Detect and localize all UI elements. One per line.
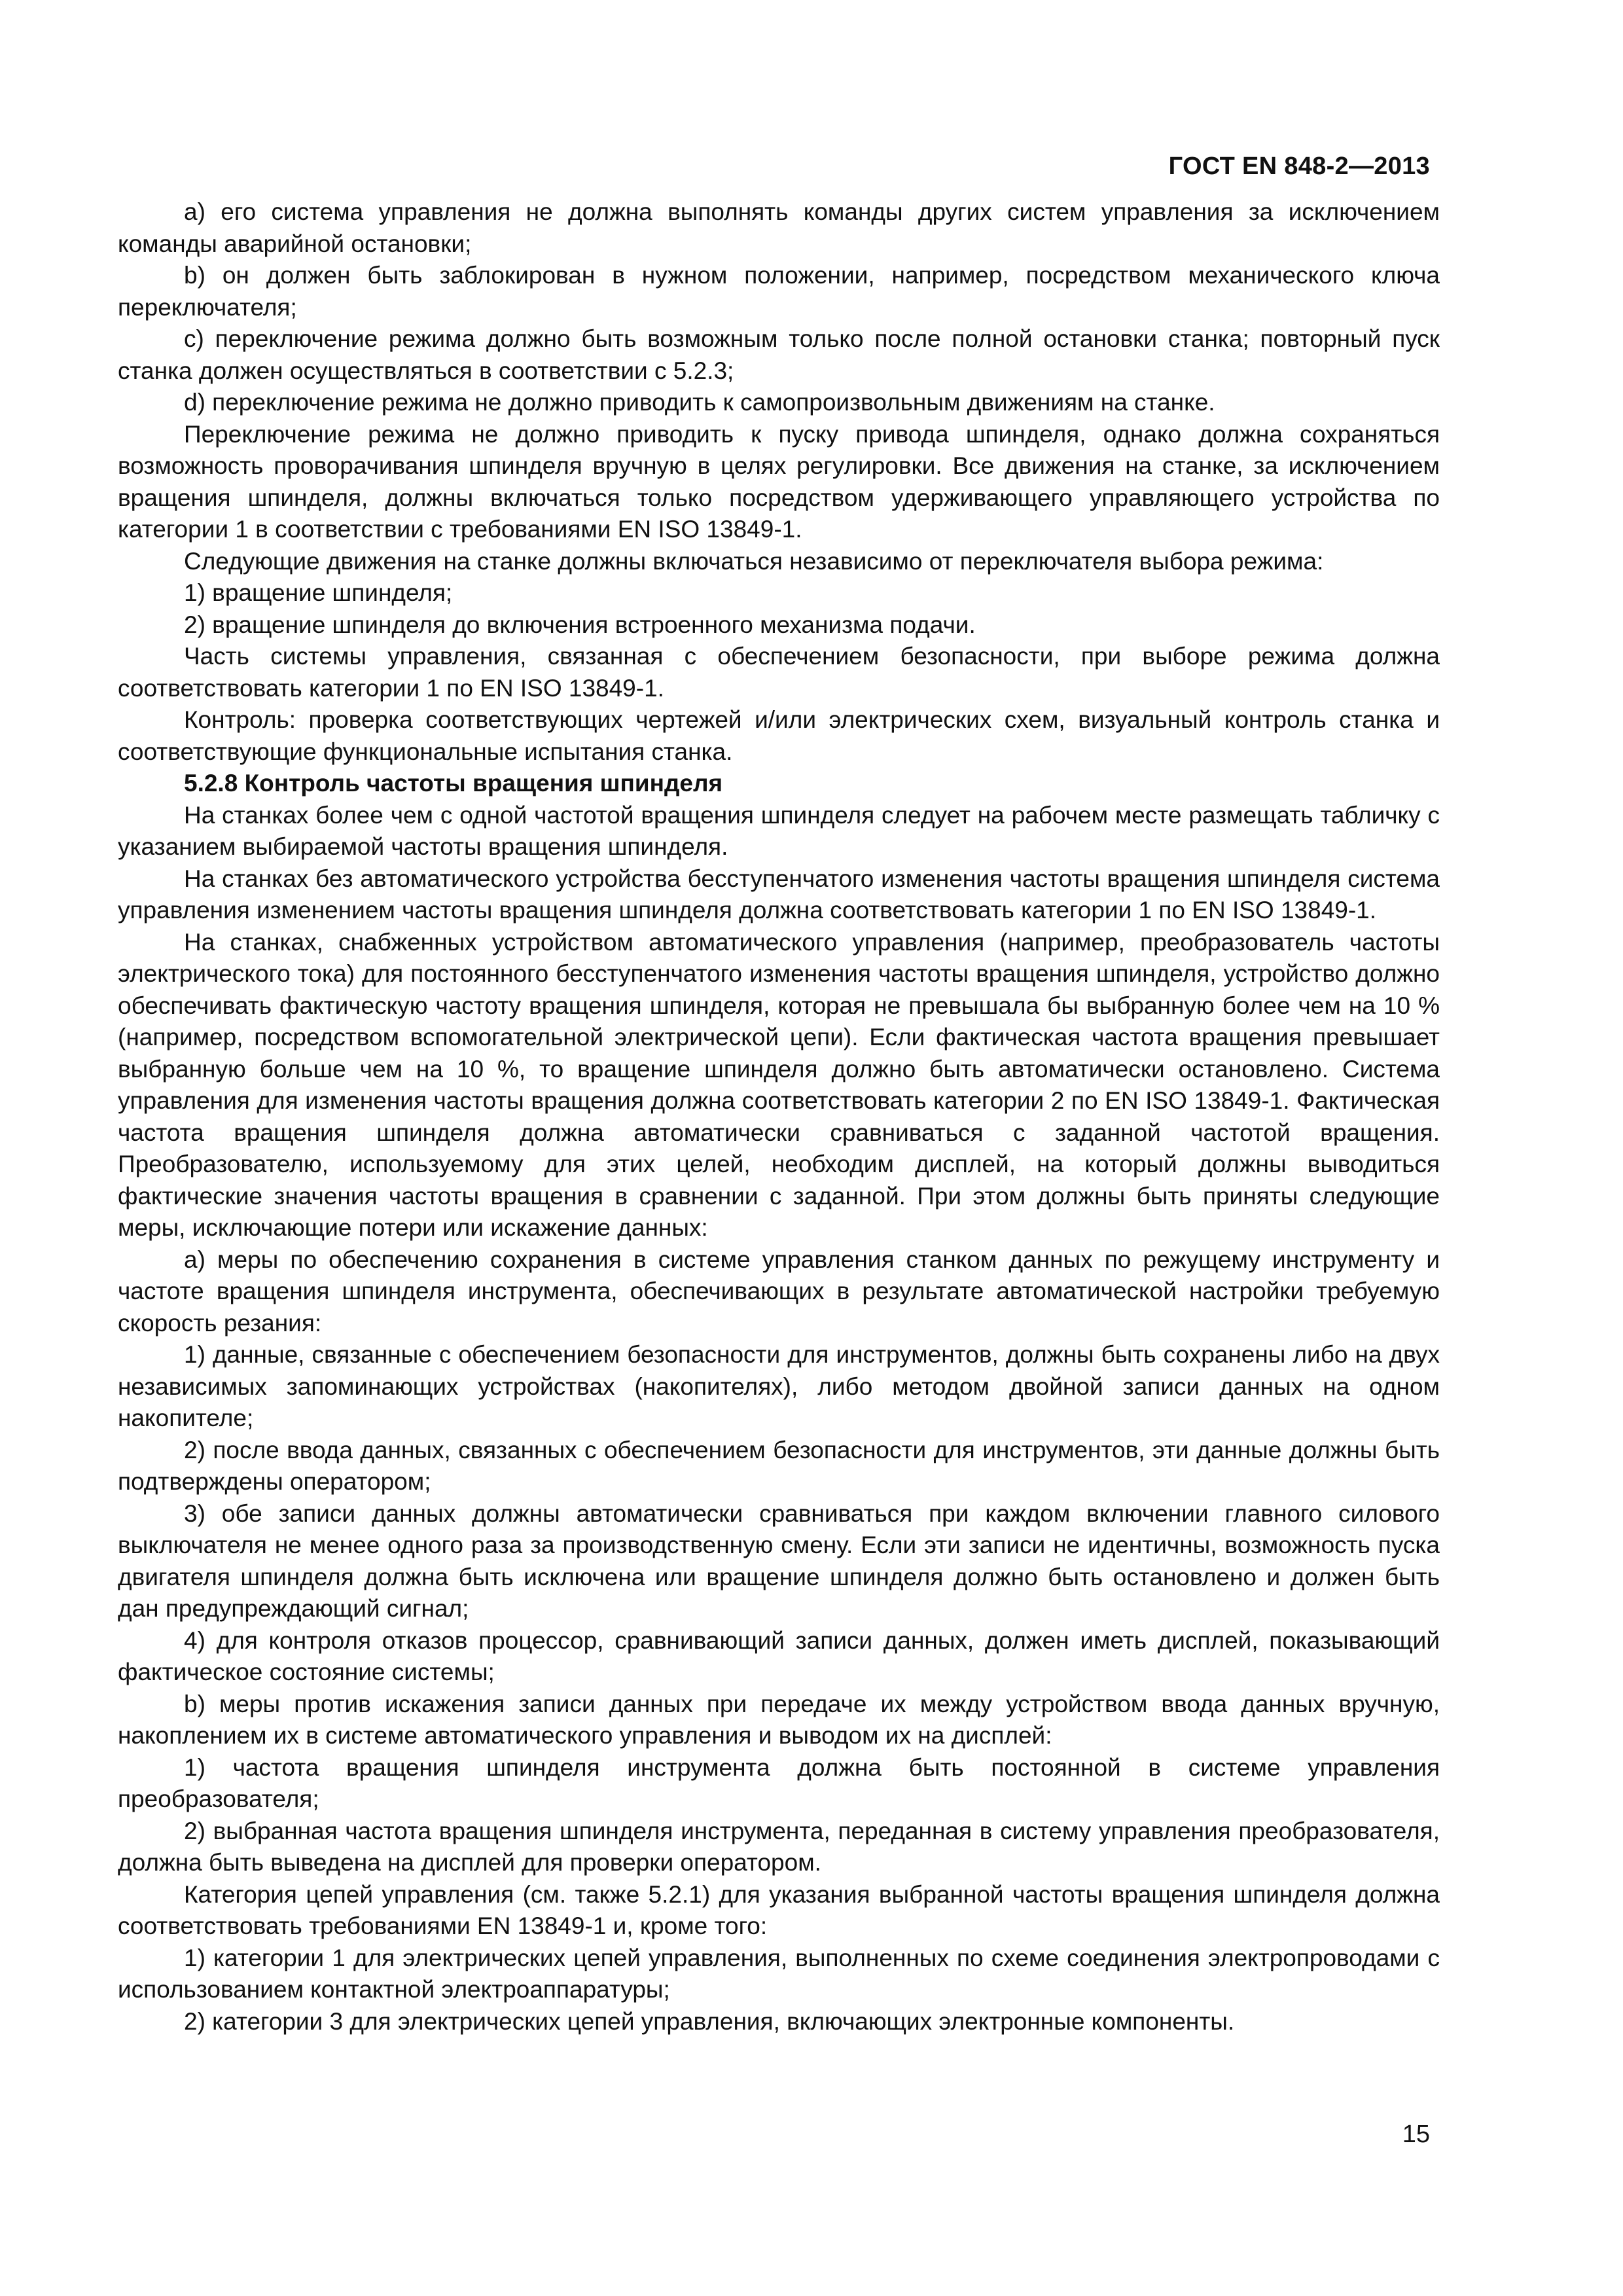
paragraph: b) меры против искажения записи данных при передаче их между устройством ввода данных вручную, накоплением их в системе автоматического управления и выводом их на дисплей: [118,1690,1440,1749]
paragraph: Контроль: проверка соответствующих чертежей и/или электрических схем, визуальный контроль станка и соответствующие функциональные испытания станка. [118,706,1440,765]
paragraph: 1) категории 1 для электрических цепей управления, выполненных по схеме соединения электропроводами с использованием контактной электроаппаратуры; [118,1944,1440,2003]
paragraph: b) он должен быть заблокирован в нужном положении, например, посредством механического ключа переключателя; [118,262,1440,321]
paragraph: 2) категории 3 для электрических цепей управления, включающих электронные компоненты. [184,2007,1235,2035]
paragraph: a) его система управления не должна выполнять команды других систем управления за исключением команды аварийной остановки; [118,198,1440,257]
paragraph: 1) частота вращения шпинделя инструмента должна быть постоянной в системе управления преобразователя; [118,1753,1440,1812]
page-number: 15 [1402,2121,1430,2148]
document-body [118,196,1440,2037]
paragraph: Следующие движения на станке должны включаться независимо от переключателя выбора режима: [184,547,1324,575]
paragraph: 4) для контроля отказов процессор, сравнивающий записи данных, должен иметь дисплей, показывающий фактическое состояние системы; [118,1626,1440,1685]
paragraph: 2) вращение шпинделя до включения встроенного механизма подачи. [184,611,976,638]
paragraph: Часть системы управления, связанная с обеспечением безопасности, при выборе режима должна соответствовать категории 1 по EN ISO 13849-1. [118,643,1440,702]
paragraph: 2) выбранная частота вращения шпинделя инструмента, переданная в систему управления преобразователя, должна быть выведена на дисплей для проверки оператором. [118,1817,1440,1876]
paragraph: 2) после ввода данных, связанных с обеспечением безопасности для инструментов, эти данные должны быть подтверждены оператором; [118,1436,1440,1495]
section-heading: 5.2.8 Контроль частоты вращения шпинделя [184,770,723,797]
paragraph: c) переключение режима должно быть возможным только после полной остановки станка; повторный пуск станка должен осуществляться в соответствии с 5.2.3; [118,325,1440,384]
paragraph: На станках без автоматического устройства бесступенчатого изменения частоты вращения шпинделя система управления изменением частоты вращения шпинделя должна соответствовать категории 1 по EN ISO 13849-1. [118,865,1440,924]
paragraph: 1) данные, связанные с обеспечением безопасности для инструментов, должны быть сохранены либо на двух независимых запоминающих устройствах (накопителях), либо методом двойной записи данных на одном накопителе; [118,1341,1440,1431]
standard-designation: ГОСТ EN 848-2—2013 [1168,152,1430,180]
paragraph: На станках более чем с одной частотой вращения шпинделя следует на рабочем месте размещать табличку с указанием выбираемой частоты вращения шпинделя. [118,801,1440,860]
paragraph: 1) вращение шпинделя; [184,579,453,606]
paragraph: Переключение режима не должно приводить к пуску привода шпинделя, однако должна сохраняться возможность проворачивания шпинделя вручную в целях регулировки. Все движения на станке, за исключением вращения шпинделя, должны включаться только посредством удерживающего управляющего устройства по категории 1 в соответствии с требованиями EN ISO 13849-1. [118,420,1440,543]
paragraph: Категория цепей управления (см. также 5.2.1) для указания выбранной частоты вращения шпинделя должна соответствовать требованиями EN 13849-1 и, кроме того: [118,1880,1440,1939]
paragraph: a) меры по обеспечению сохранения в системе управления станком данных по режущему инструменту и частоте вращения шпинделя инструмента, обеспечивающих в результате автоматической настройки требуемую скорость резания: [118,1246,1440,1336]
paragraph: 3) обе записи данных должны автоматически сравниваться при каждом включении главного силового выключателя не менее одного раза за производственную смену. Если эти записи не идентичны, возможность пуска двигателя шпинделя должна быть исключена или вращение шпинделя должно быть остановлено и должен быть дан предупреждающий сигнал; [118,1499,1440,1622]
paragraph: На станках, снабженных устройством автоматического управления (например, преобразователь частоты электрического тока) для постоянного бесступенчатого изменения частоты вращения шпинделя, устройство должно обеспечивать фактическую частоту вращения шпинделя, которая не превышала бы выбранную более чем на 10 % (например, посредством вспомогательной электрической цепи). Если фактическая частота вращения превышает выбранную больше чем на 10 %, то вращение шпинделя должно быть автоматически остановлено. Система управления для изменения частоты вращения должна соответствовать категории 2 по EN ISO 13849-1. Фактическая частота вращения шпинделя должна автоматически сравниваться с заданной частотой вращения. Преобразователю, используемому для этих целей, необходим дисплей, на который должны выводиться фактические значения частоты вращения в сравнении с заданной. При этом должны быть приняты следующие меры, исключающие потери или искажение данных: [118,928,1440,1241]
paragraph: d) переключение режима не должно приводить к самопроизвольным движениям на станке. [184,389,1215,416]
